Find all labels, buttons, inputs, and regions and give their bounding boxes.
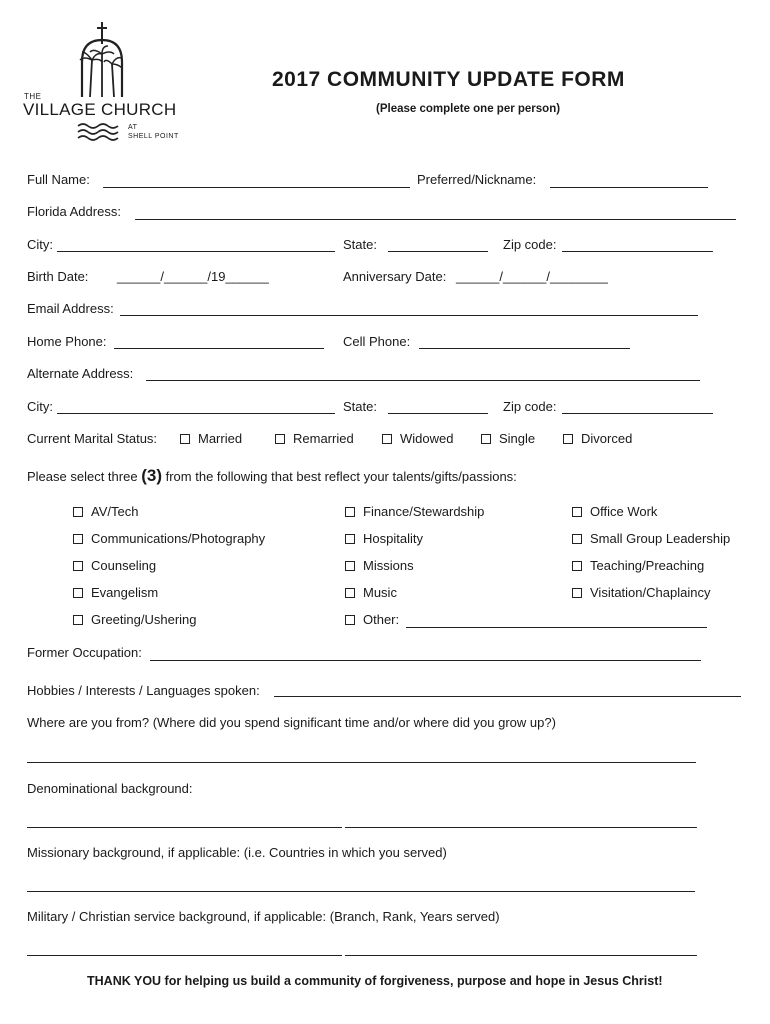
where-from-field[interactable] — [27, 762, 696, 763]
military-field-b[interactable] — [345, 955, 697, 956]
talent-option[interactable]: Hospitality — [345, 531, 423, 546]
checkbox-icon — [481, 434, 491, 444]
checkbox-icon — [572, 588, 582, 598]
talent-option[interactable]: AV/Tech — [73, 504, 138, 519]
hobbies-label: Hobbies / Interests / Languages spoken: — [27, 683, 260, 698]
checkbox-icon — [180, 434, 190, 444]
talent-option[interactable]: Greeting/Ushering — [73, 612, 197, 627]
marital-label: Current Marital Status: — [27, 431, 158, 446]
talent-option[interactable]: Finance/Stewardship — [345, 504, 484, 519]
checkbox-icon — [73, 534, 83, 544]
checkbox-icon — [73, 561, 83, 571]
alt-address-field[interactable] — [146, 380, 700, 381]
checkbox-icon — [345, 561, 355, 571]
checkbox-icon — [572, 561, 582, 571]
denominational-field-a[interactable] — [27, 827, 342, 828]
talent-option[interactable]: Communications/Photography — [73, 531, 265, 546]
zip2-label: Zip code: — [503, 399, 557, 414]
marital-option-married[interactable]: Married — [180, 431, 242, 446]
checkbox-icon — [572, 507, 582, 517]
checkbox-icon — [73, 507, 83, 517]
missionary-label: Missionary background, if applicable: (i.e. Countries in which you served) — [27, 845, 447, 860]
anniversary-label: Anniversary Date: — [343, 269, 447, 284]
talent-option[interactable]: Music — [345, 585, 397, 600]
checkbox-icon — [563, 434, 573, 444]
email-field[interactable] — [120, 315, 698, 316]
nickname-label: Preferred/Nickname: — [417, 172, 537, 187]
other-talent-field[interactable] — [406, 627, 707, 628]
logo-name: VILLAGE CHURCH — [23, 100, 177, 119]
full-name-field[interactable] — [103, 187, 410, 188]
missionary-field[interactable] — [27, 891, 695, 892]
city-label: City: — [27, 237, 53, 252]
church-palm-icon — [72, 22, 132, 97]
home-phone-field[interactable] — [114, 348, 324, 349]
anniversary-field[interactable]: ______/______/________ — [456, 269, 608, 284]
nickname-field[interactable] — [550, 187, 708, 188]
talent-option[interactable]: Evangelism — [73, 585, 158, 600]
waves-icon — [76, 122, 122, 142]
denominational-label: Denominational background: — [27, 781, 193, 796]
talent-option[interactable]: Visitation/Chaplaincy — [572, 585, 710, 600]
talent-option[interactable]: Small Group Leadership — [572, 531, 730, 546]
checkbox-icon — [345, 534, 355, 544]
logo-the: THE — [24, 92, 42, 101]
state-label: State: — [343, 237, 377, 252]
talent-option[interactable]: Teaching/Preaching — [572, 558, 704, 573]
checkbox-icon — [345, 588, 355, 598]
state-field[interactable] — [388, 251, 488, 252]
birth-date-field[interactable]: ______/______/19______ — [117, 269, 269, 284]
zip-label: Zip code: — [503, 237, 557, 252]
talent-option-other[interactable]: Other: — [345, 612, 399, 627]
denominational-field-b[interactable] — [345, 827, 697, 828]
email-label: Email Address: — [27, 301, 114, 316]
checkbox-icon — [382, 434, 392, 444]
form-subtitle: (Please complete one per person) — [376, 103, 561, 115]
military-label: Military / Christian service background, if applicable: (Branch, Rank, Years served) — [27, 909, 500, 924]
florida-address-label: Florida Address: — [27, 204, 121, 219]
zip-field[interactable] — [562, 251, 713, 252]
occupation-label: Former Occupation: — [27, 645, 142, 660]
logo-place: SHELL POINT — [128, 133, 179, 140]
state2-label: State: — [343, 399, 377, 414]
city2-label: City: — [27, 399, 53, 414]
florida-address-field[interactable] — [135, 219, 736, 220]
talent-option[interactable]: Missions — [345, 558, 414, 573]
alt-address-label: Alternate Address: — [27, 366, 134, 381]
footer-thanks: THANK YOU for helping us build a community of forgiveness, purpose and hope in Jesus Christ! — [87, 974, 663, 988]
checkbox-icon — [73, 588, 83, 598]
logo-at: AT — [128, 124, 138, 131]
military-field-a[interactable] — [27, 955, 342, 956]
zip2-field[interactable] — [562, 413, 713, 414]
occupation-field[interactable] — [150, 660, 701, 661]
cell-phone-label: Cell Phone: — [343, 334, 411, 349]
form-title: 2017 COMMUNITY UPDATE FORM — [272, 68, 625, 91]
marital-option-remarried[interactable]: Remarried — [275, 431, 354, 446]
checkbox-icon — [572, 534, 582, 544]
where-from-label: Where are you from? (Where did you spend significant time and/or where did you grow up?) — [27, 715, 556, 730]
state2-field[interactable] — [388, 413, 488, 414]
city2-field[interactable] — [57, 413, 335, 414]
marital-option-divorced[interactable]: Divorced — [563, 431, 632, 446]
birth-date-label: Birth Date: — [27, 269, 89, 284]
checkbox-icon — [275, 434, 285, 444]
checkbox-icon — [345, 615, 355, 625]
checkbox-icon — [73, 615, 83, 625]
home-phone-label: Home Phone: — [27, 334, 107, 349]
marital-option-single[interactable]: Single — [481, 431, 535, 446]
talents-prompt: Please select three (3) from the following that best reflect your talents/gifts/passions: — [27, 466, 517, 485]
checkbox-icon — [345, 507, 355, 517]
marital-option-widowed[interactable]: Widowed — [382, 431, 453, 446]
talent-option[interactable]: Counseling — [73, 558, 156, 573]
full-name-label: Full Name: — [27, 172, 90, 187]
cell-phone-field[interactable] — [419, 348, 630, 349]
talent-option[interactable]: Office Work — [572, 504, 657, 519]
city-field[interactable] — [57, 251, 335, 252]
hobbies-field[interactable] — [274, 696, 741, 697]
